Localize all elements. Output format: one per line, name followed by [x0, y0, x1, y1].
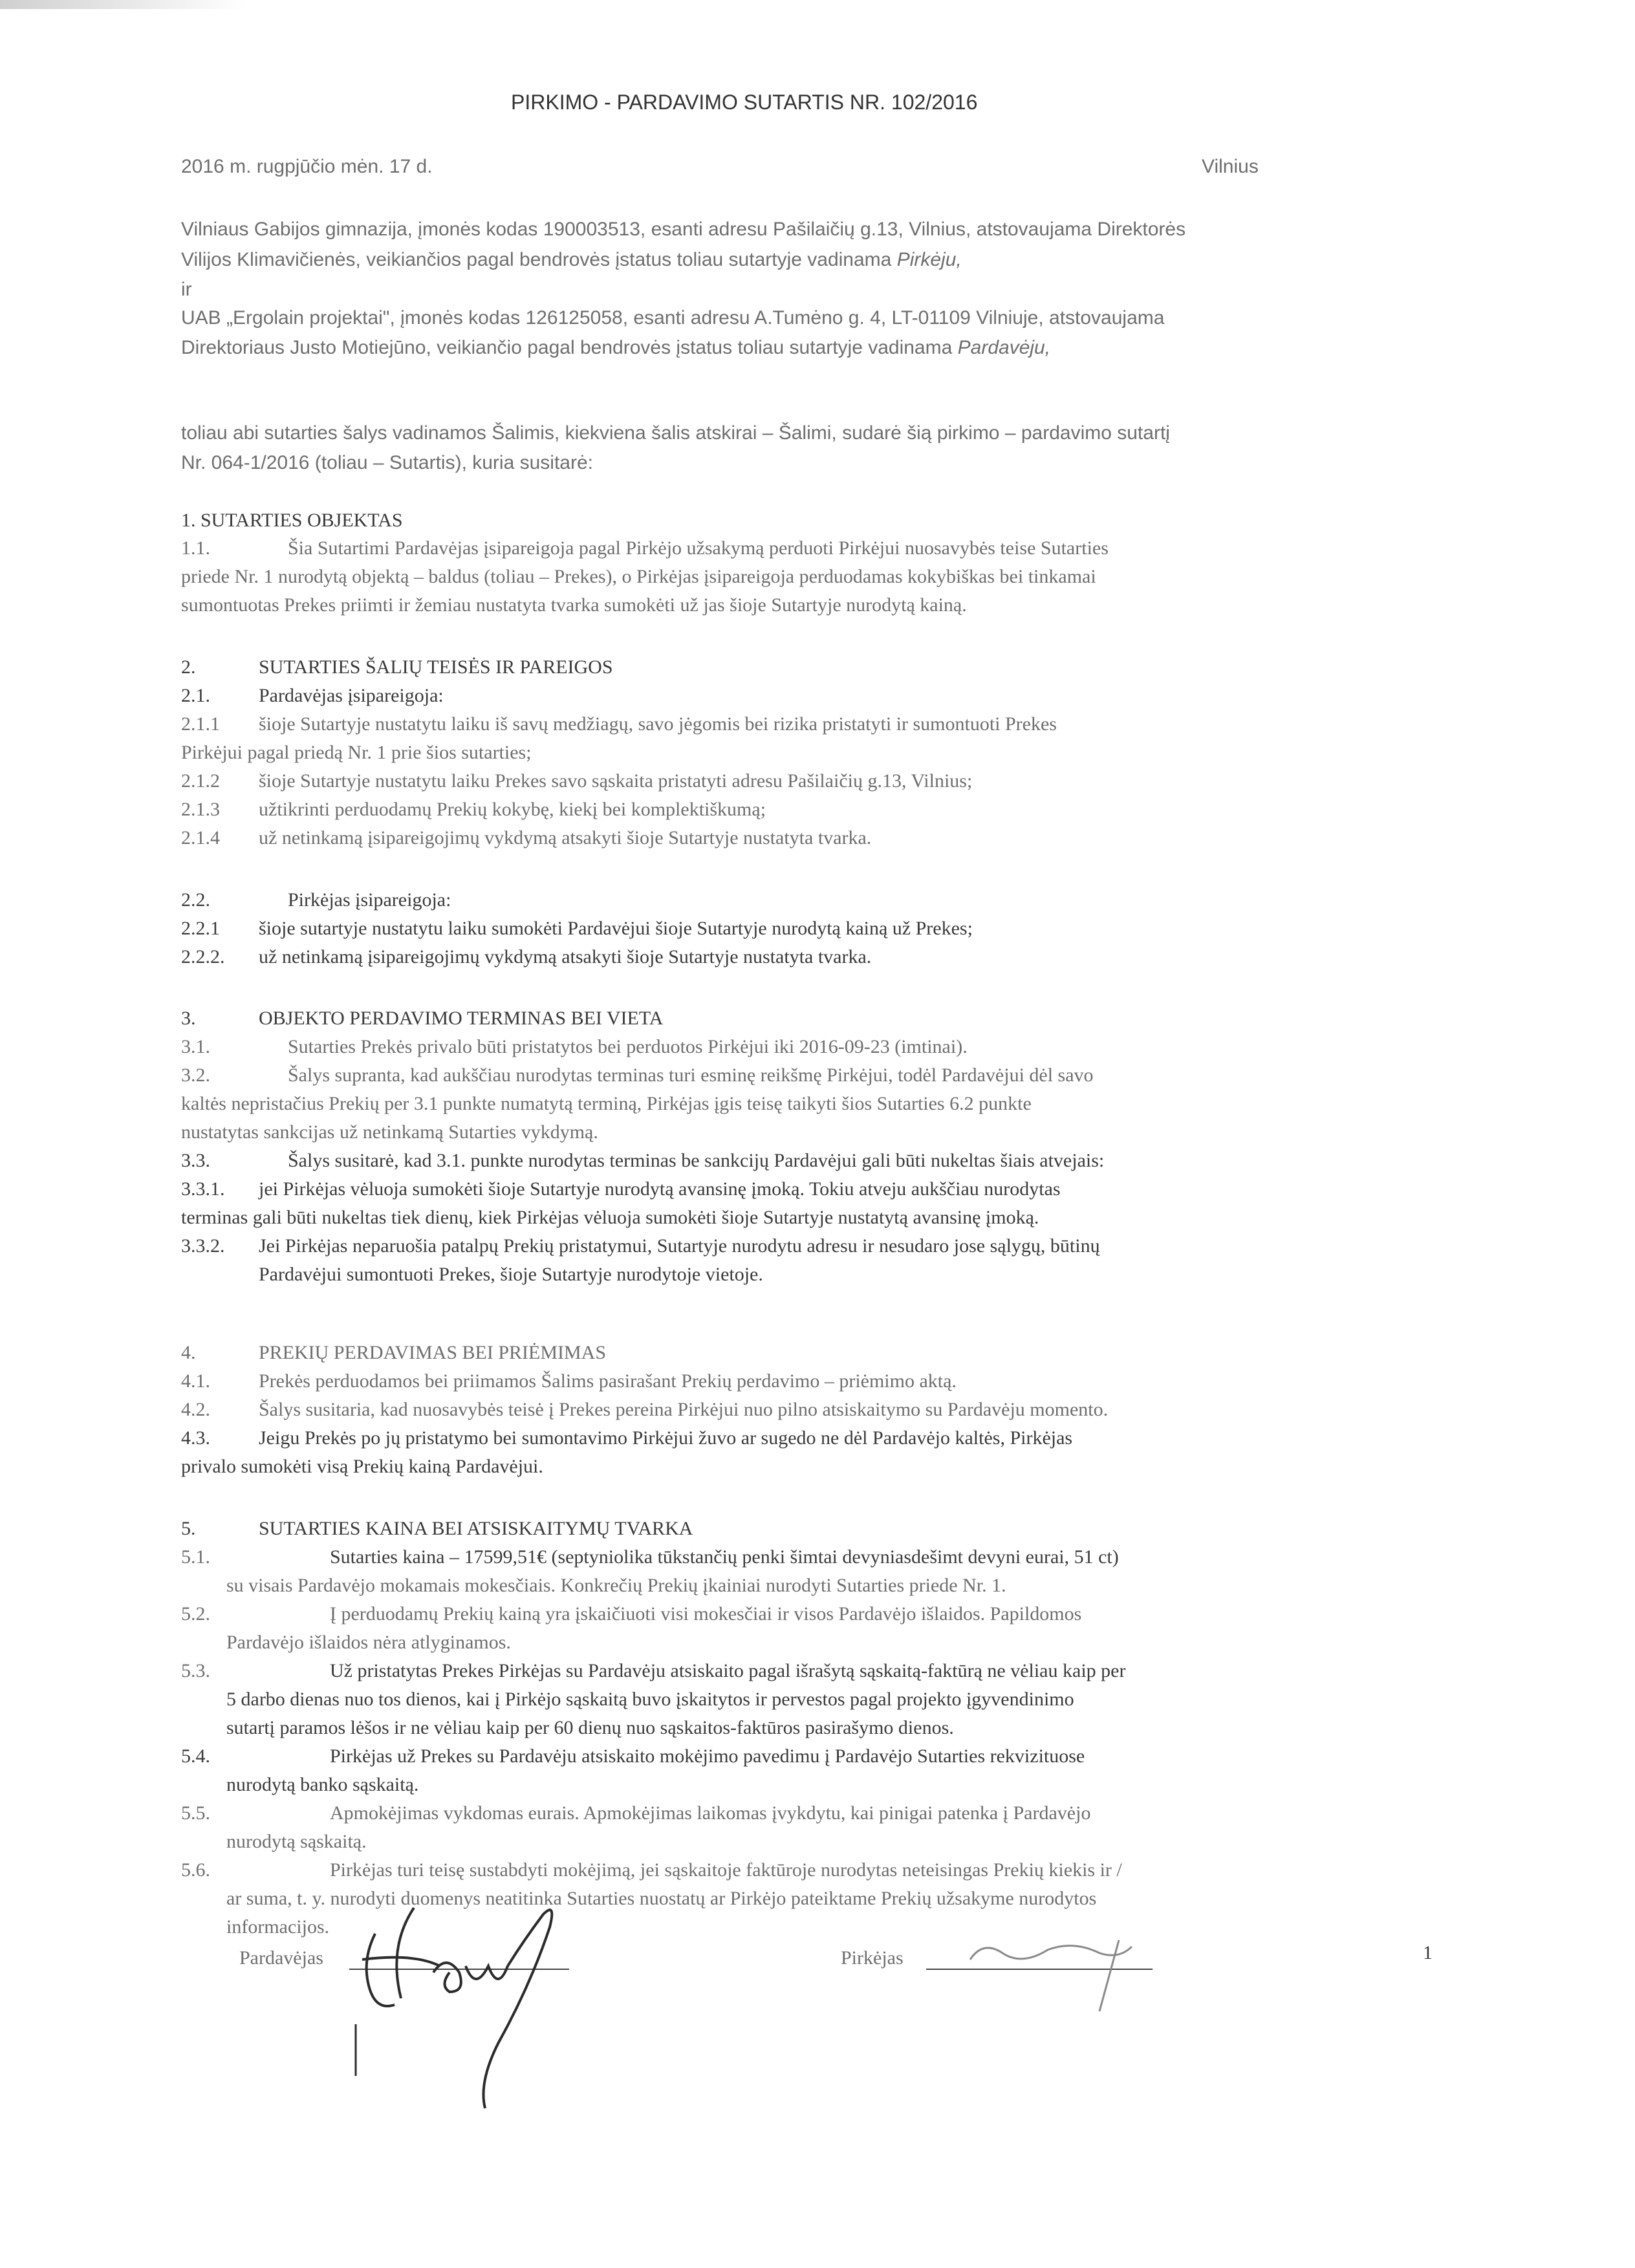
- clause-3-3-2-number: 3.3.2.: [181, 1235, 225, 1257]
- clause-2-1-2-number: 2.1.2: [181, 770, 220, 792]
- parties-both-line1: toliau abi sutarties šalys vadinamos Šalimis, kiekviena šalis atskirai – Šalimi, sudarė šią pirkimo – pardavimo sutartį: [181, 422, 1170, 444]
- clause-5-1-line1: Sutarties kaina – 17599,51€ (septyniolika tūkstančių penki šimtai devyniasdešimt devyni eurai, 51 ct): [330, 1546, 1119, 1568]
- clause-2-1-3-number: 2.1.3: [181, 799, 220, 820]
- clause-2-1-1-line2: Pirkėjui pagal priedą Nr. 1 prie šios sutarties;: [181, 742, 532, 763]
- clause-3-1-text: Sutarties Prekės privalo būti pristatytos bei perduotos Pirkėjui iki 2016-09-23 (imtinai).: [288, 1036, 968, 1057]
- clause-5-5-number: 5.5.: [181, 1802, 210, 1824]
- clause-2-1-2-text: šioje Sutartyje nustatytu laiku Prekes savo sąskaita pristatyti adresu Pašilaičių g.13, Vilnius;: [259, 770, 973, 792]
- section2-heading: SUTARTIES ŠALIŲ TEISĖS IR PAREIGOS: [259, 656, 613, 678]
- buyer-signature-label: Pirkėjas: [841, 1947, 904, 1969]
- section5-number: 5.: [181, 1518, 196, 1539]
- clause-5-2-line2: Pardavėjo išlaidos nėra atlyginamos.: [226, 1632, 511, 1653]
- clause-2-1-4-text: už netinkamą įsipareigojimų vykdymą atsakyti šioje Sutartyje nustatyta tvarka.: [259, 827, 872, 848]
- clause-5-1-line2: su visais Pardavėjo mokamais mokesčiais. Konkrečių Prekių įkainiai nurodyti Sutarties priede Nr. 1.: [226, 1575, 1006, 1596]
- clause-2-1-1-number: 2.1.1: [181, 713, 220, 735]
- party1-line2: Vilijos Klimavičienės, veikiančios pagal bendrovės įstatus toliau sutartyje vadinama Pirkėju,: [181, 249, 962, 270]
- parties-both-line2: Nr. 064-1/2016 (toliau – Sutartis), kuria susitarė:: [181, 452, 593, 473]
- section5-heading: SUTARTIES KAINA BEI ATSISKAITYMŲ TVARKA: [259, 1518, 693, 1539]
- clause-4-1-text: Prekės perduodamos bei priimamos Šalims pasirašant Prekių perdavimo – priėmimo aktą.: [259, 1370, 957, 1392]
- clause-3-3-1-line2: terminas gali būti nukeltas tiek dienų, kiek Pirkėjas vėluoja sumokėti šioje Sutartyje nustatytą avansinę įmoką.: [181, 1207, 1039, 1228]
- seller-signature-label: Pardavėjas: [239, 1947, 323, 1969]
- clause-3-3-2-line1: Jei Pirkėjas neparuošia patalpų Prekių pristatymui, Sutartyje nurodytu adresu ir nesudaro jose sąlygų, būtinų: [259, 1235, 1100, 1257]
- clause-5-4-number: 5.4.: [181, 1745, 210, 1767]
- clause-3-3-1-number: 3.3.1.: [181, 1178, 225, 1200]
- clause-5-3-line1: Už pristatytas Prekes Pirkėjas su Pardavėju atsiskaito pagal išrašytą sąskaitą-faktūrą ne vėliau kaip per: [330, 1660, 1126, 1681]
- seller-signature-drawing: [336, 1888, 608, 2121]
- clause-2-1-1-line1: šioje Sutartyje nustatytu laiku iš savų medžiagų, savo jėgomis bei rizika pristatyti ir sumontuoti Prekes: [259, 713, 1057, 735]
- clause-3-2-line3: nustatytas sankcijas už netinkamą Sutarties vykdymą.: [181, 1121, 598, 1143]
- clause-3-3-2-line2: Pardavėjui sumontuoti Prekes, šioje Sutartyje nurodytoje vietoje.: [259, 1264, 763, 1285]
- clause-2-2-1-text: šioje sutartyje nustatytu laiku sumokėti Pardavėjui šioje Sutartyje nurodytą kainą už Prekes;: [259, 918, 973, 939]
- clause-2-2-number: 2.2.: [181, 889, 210, 911]
- clause-3-3-1-line1: jei Pirkėjas vėluoja sumokėti šioje Sutartyje nurodytą avansinę įmoką. Tokiu atveju aukščiau nurodytas: [259, 1178, 1061, 1200]
- party1-line1: Vilniaus Gabijos gimnazija, įmonės kodas 190003513, esanti adresu Pašilaičių g.13, Vilnius, atstovaujama Direktorės: [181, 219, 1186, 240]
- clause-5-5-line1: Apmokėjimas vykdomas eurais. Apmokėjimas laikomas įvykdytu, kai pinigai patenka į Pardavėjo: [330, 1802, 1091, 1824]
- contract-title: PIRKIMO - PARDAVIMO SUTARTIS NR. 102/2016: [511, 91, 978, 114]
- clause-3-2-line1: Šalys supranta, kad aukščiau nurodytas terminas turi esminę reikšmę Pirkėjui, todėl Pardavėjui dėl savo: [288, 1064, 1094, 1086]
- clause-2-1-3-text: užtikrinti perduodamų Prekių kokybę, kiekį bei komplektiškumą;: [259, 799, 766, 820]
- clause-5-4-line1: Pirkėjas už Prekes su Pardavėju atsiskaito mokėjimo pavedimu į Pardavėjo Sutarties rekvizituose: [330, 1745, 1085, 1767]
- clause-2-2-2-number: 2.2.2.: [181, 946, 225, 967]
- clause-4-3-line2: privalo sumokėti visą Prekių kainą Pardavėjui.: [181, 1456, 543, 1477]
- clause-2-2-1-number: 2.2.1: [181, 918, 220, 939]
- clause-5-3-number: 5.3.: [181, 1660, 210, 1681]
- scan-artifact: [0, 0, 246, 9]
- contract-date: 2016 m. rugpjūčio mėn. 17 d.: [181, 156, 433, 177]
- clause-1-1-number: 1.1.: [181, 537, 210, 559]
- clause-4-2-number: 4.2.: [181, 1399, 210, 1420]
- contract-place: Vilnius: [1202, 156, 1259, 177]
- clause-2-1-number: 2.1.: [181, 685, 210, 706]
- clause-5-5-line2: nurodytą sąskaitą.: [226, 1831, 367, 1852]
- clause-2-2-heading: Pirkėjas įsipareigoja:: [288, 889, 451, 911]
- party2-line2: Direktoriaus Justo Motiejūno, veikiančio pagal bendrovės įstatus toliau sutartyje vadinama Pardavėju,: [181, 337, 1051, 358]
- section4-number: 4.: [181, 1342, 196, 1363]
- buyer-signature-drawing: [957, 1914, 1164, 2018]
- clause-5-4-line2: nurodytą banko sąskaitą.: [226, 1774, 419, 1795]
- clause-5-3-line2: 5 darbo dienas nuo tos dienos, kai į Pirkėjo sąskaitą buvo įskaitytos ir pervestos pagal projekto įgyvendinimo: [226, 1689, 1074, 1710]
- clause-5-6-line1: Pirkėjas turi teisę sustabdyti mokėjimą, jei sąskaitoje faktūroje nurodytas neteisingas Prekių kiekis ir /: [330, 1859, 1122, 1881]
- section3-number: 3.: [181, 1008, 196, 1029]
- section3-heading: OBJEKTO PERDAVIMO TERMINAS BEI VIETA: [259, 1008, 664, 1029]
- section4-heading: PREKIŲ PERDAVIMAS BEI PRIĖMIMAS: [259, 1342, 607, 1363]
- clause-5-6-line2: ar suma, t. y. nurodyti duomenys neatitinka Sutarties nuostatų ar Pirkėjo pateiktame Prekių užsakyme nurodytos: [226, 1888, 1097, 1909]
- section2-number: 2.: [181, 656, 196, 678]
- clause-2-1-heading: Pardavėjas įsipareigoja:: [259, 685, 444, 706]
- clause-4-2-text: Šalys susitaria, kad nuosavybės teisė į Prekes pereina Pirkėjui nuo pilno atsiskaitymo su Pardavėju momento.: [259, 1399, 1109, 1420]
- clause-4-3-line1: Jeigu Prekės po jų pristatymo bei sumontavimo Pirkėjui žuvo ar sugedo ne dėl Pardavėjo kaltės, Pirkėjas: [259, 1427, 1073, 1449]
- clause-1-1-line2: priede Nr. 1 nurodytą objektą – baldus (toliau – Prekes), o Pirkėjas įsipareigoja perduodamas kokybiškas bei tinkamai: [181, 566, 1096, 587]
- clause-5-6-number: 5.6.: [181, 1859, 210, 1881]
- clause-5-6-line3: informacijos.: [226, 1916, 330, 1938]
- clause-4-1-number: 4.1.: [181, 1370, 210, 1392]
- clause-1-1-line3: sumontuotas Prekes priimti ir žemiau nustatyta tvarka sumokėti už jas šioje Sutartyje nurodytą kainą.: [181, 594, 967, 616]
- party2-line1: UAB „Ergolain projektai", įmonės kodas 126125058, esanti adresu A.Tumėno g. 4, LT-01109 Vilniuje, atstovaujama: [181, 307, 1165, 329]
- clause-3-1-number: 3.1.: [181, 1036, 210, 1057]
- clause-3-2-line2: kaltės nepristačius Prekių per 3.1 punkte numatytą terminą, Pirkėjas įgis teisę taikyti šios Sutarties 6.2 punkte: [181, 1093, 1032, 1114]
- clause-5-2-number: 5.2.: [181, 1603, 210, 1625]
- clause-3-3-text: Šalys susitarė, kad 3.1. punkte nurodytas terminas be sankcijų Pardavėjui gali būti nukeltas šiais atvejais:: [288, 1150, 1105, 1171]
- page-number: 1: [1423, 1942, 1433, 1963]
- clause-3-3-number: 3.3.: [181, 1150, 210, 1171]
- clause-5-1-number: 5.1.: [181, 1546, 210, 1568]
- clause-2-2-2-text: už netinkamą įsipareigojimų vykdymą atsakyti šioje Sutartyje nustatyta tvarka.: [259, 946, 872, 967]
- clause-1-1-line1: Šia Sutartimi Pardavėjas įsipareigoja pagal Pirkėjo užsakymą perduoti Pirkėjui nuosavybės teise Sutarties: [288, 537, 1109, 559]
- party-and: ir: [181, 279, 192, 300]
- clause-5-3-line3: sutartį paramos lėšos ir ne vėliau kaip per 60 dienų nuo sąskaitos-faktūros pasirašymo dienos.: [226, 1717, 954, 1738]
- clause-2-1-4-number: 2.1.4: [181, 827, 220, 848]
- section1-heading: 1. SUTARTIES OBJEKTAS: [181, 510, 403, 531]
- clause-5-2-line1: Į perduodamų Prekių kainą yra įskaičiuoti visi mokesčiai ir visos Pardavėjo išlaidos. Papildomos: [330, 1603, 1082, 1625]
- clause-4-3-number: 4.3.: [181, 1427, 210, 1449]
- clause-3-2-number: 3.2.: [181, 1064, 210, 1086]
